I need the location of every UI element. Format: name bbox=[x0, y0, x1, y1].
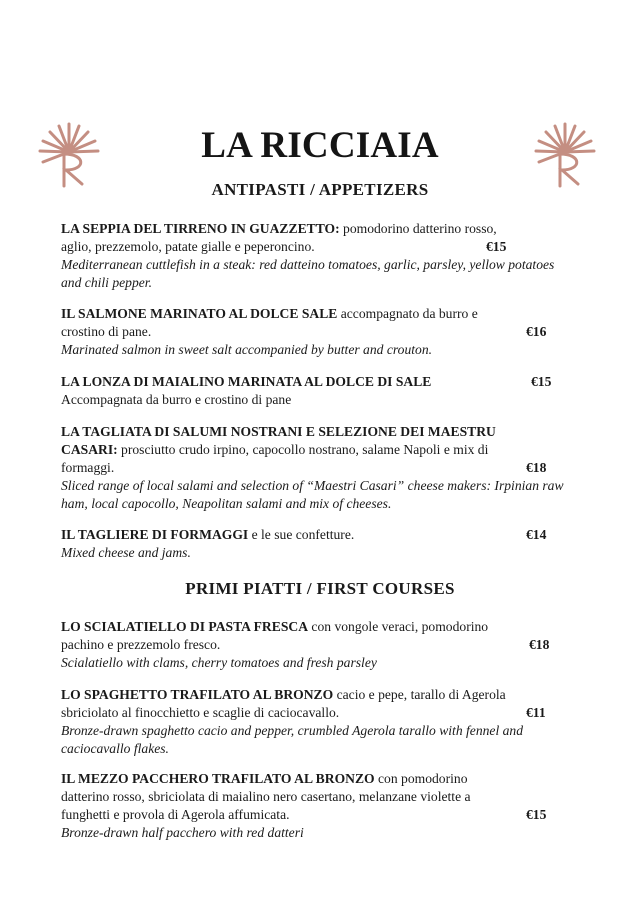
item-name: IL TAGLIERE DI FORMAGGI bbox=[61, 527, 249, 542]
item-description: aglio, prezzemolo, patate gialle e peperoncino. bbox=[61, 239, 315, 254]
item-english: Bronze-drawn spaghetto cacio and pepper, crumbled Agerola tarallo with fennel and caciocavallo flakes. bbox=[61, 723, 524, 756]
item-description: sbriciolato al finocchietto e scaglie di caciocavallo. bbox=[61, 705, 340, 720]
menu-item-scialatiello bbox=[61, 618, 573, 672]
item-name: CASARI: bbox=[61, 442, 118, 457]
item-description: e le sue confetture. bbox=[248, 527, 355, 542]
item-english: Scialatiello with clams, cherry tomatoes and fresh parsley bbox=[61, 655, 377, 670]
item-name: LO SCIALATIELLO DI PASTA FRESCA bbox=[61, 619, 309, 634]
item-price: €18 bbox=[529, 637, 550, 652]
item-description: pomodorino datterino rosso, bbox=[339, 221, 497, 236]
menu-item-pacchero bbox=[61, 770, 573, 842]
item-english: Marinated salmon in sweet salt accompanied by butter and crouton. bbox=[61, 342, 433, 357]
item-description: prosciutto crudo irpino, capocollo nostrano, salame Napoli e mix di bbox=[117, 442, 489, 457]
item-description: con pomodorino bbox=[374, 771, 468, 786]
item-price: €15 bbox=[531, 374, 552, 389]
item-description: pachino e prezzemolo fresco. bbox=[61, 637, 221, 652]
item-name: LA SEPPIA DEL TIRRENO IN GUAZZETTO: bbox=[61, 221, 340, 236]
restaurant-title: LA RICCIAIA bbox=[201, 125, 439, 166]
item-english: Mediterranean cuttlefish in a steak: red datteino tomatoes, garlic, parsley, yellow potatoes and chili pepper. bbox=[61, 257, 555, 290]
menu-item-seppia bbox=[61, 220, 573, 292]
item-name: IL SALMONE MARINATO AL DOLCE SALE bbox=[61, 306, 338, 321]
menu-item-salmone bbox=[61, 305, 573, 359]
item-english: Bronze-drawn half pacchero with red datteri bbox=[61, 825, 304, 840]
item-price: €14 bbox=[526, 527, 547, 542]
item-price: €11 bbox=[526, 705, 546, 720]
item-price: €16 bbox=[526, 324, 547, 339]
section-title-primi: PRIMI PIATTI / FIRST COURSES bbox=[185, 579, 455, 598]
item-price: €15 bbox=[486, 239, 507, 254]
section-title-antipasti: ANTIPASTI / APPETIZERS bbox=[211, 180, 429, 199]
item-english: Mixed cheese and jams. bbox=[61, 545, 191, 560]
item-description: cacio e pepe, tarallo di Agerola bbox=[333, 687, 506, 702]
item-description: crostino di pane. bbox=[61, 324, 152, 339]
item-name: LO SPAGHETTO TRAFILATO AL BRONZO bbox=[61, 687, 334, 702]
item-description: formaggi. bbox=[61, 460, 115, 475]
item-description: funghetti e provola di Agerola affumicata. bbox=[61, 807, 290, 822]
menu-item-tagliata bbox=[61, 423, 573, 513]
item-price: €18 bbox=[526, 460, 547, 475]
item-description: con vongole veraci, pomodorino bbox=[308, 619, 489, 634]
menu-item-lonza bbox=[61, 373, 573, 409]
menu-item-spaghetto bbox=[61, 686, 573, 758]
item-name: LA LONZA DI MAIALINO MARINATA AL DOLCE DI SALE bbox=[61, 374, 432, 389]
item-name: IL MEZZO PACCHERO TRAFILATO AL BRONZO bbox=[61, 771, 375, 786]
item-description: datterino rosso, sbriciolata di maialino nero casertano, melanzane violette a bbox=[61, 789, 471, 804]
item-description: accompagnato da burro e bbox=[337, 306, 478, 321]
item-description: Accompagnata da burro e crostino di pane bbox=[61, 392, 292, 407]
item-name: LA TAGLIATA DI SALUMI NOSTRANI E SELEZIONE DEI MAESTRU bbox=[61, 424, 496, 439]
item-english: Sliced range of local salami and selection of “Maestri Casari” cheese makers: Irpinian raw ham, local capocollo, Neapolitan salami and mix of cheeses. bbox=[61, 478, 564, 511]
menu-item-tagliere bbox=[61, 526, 573, 562]
item-price: €15 bbox=[526, 807, 547, 822]
